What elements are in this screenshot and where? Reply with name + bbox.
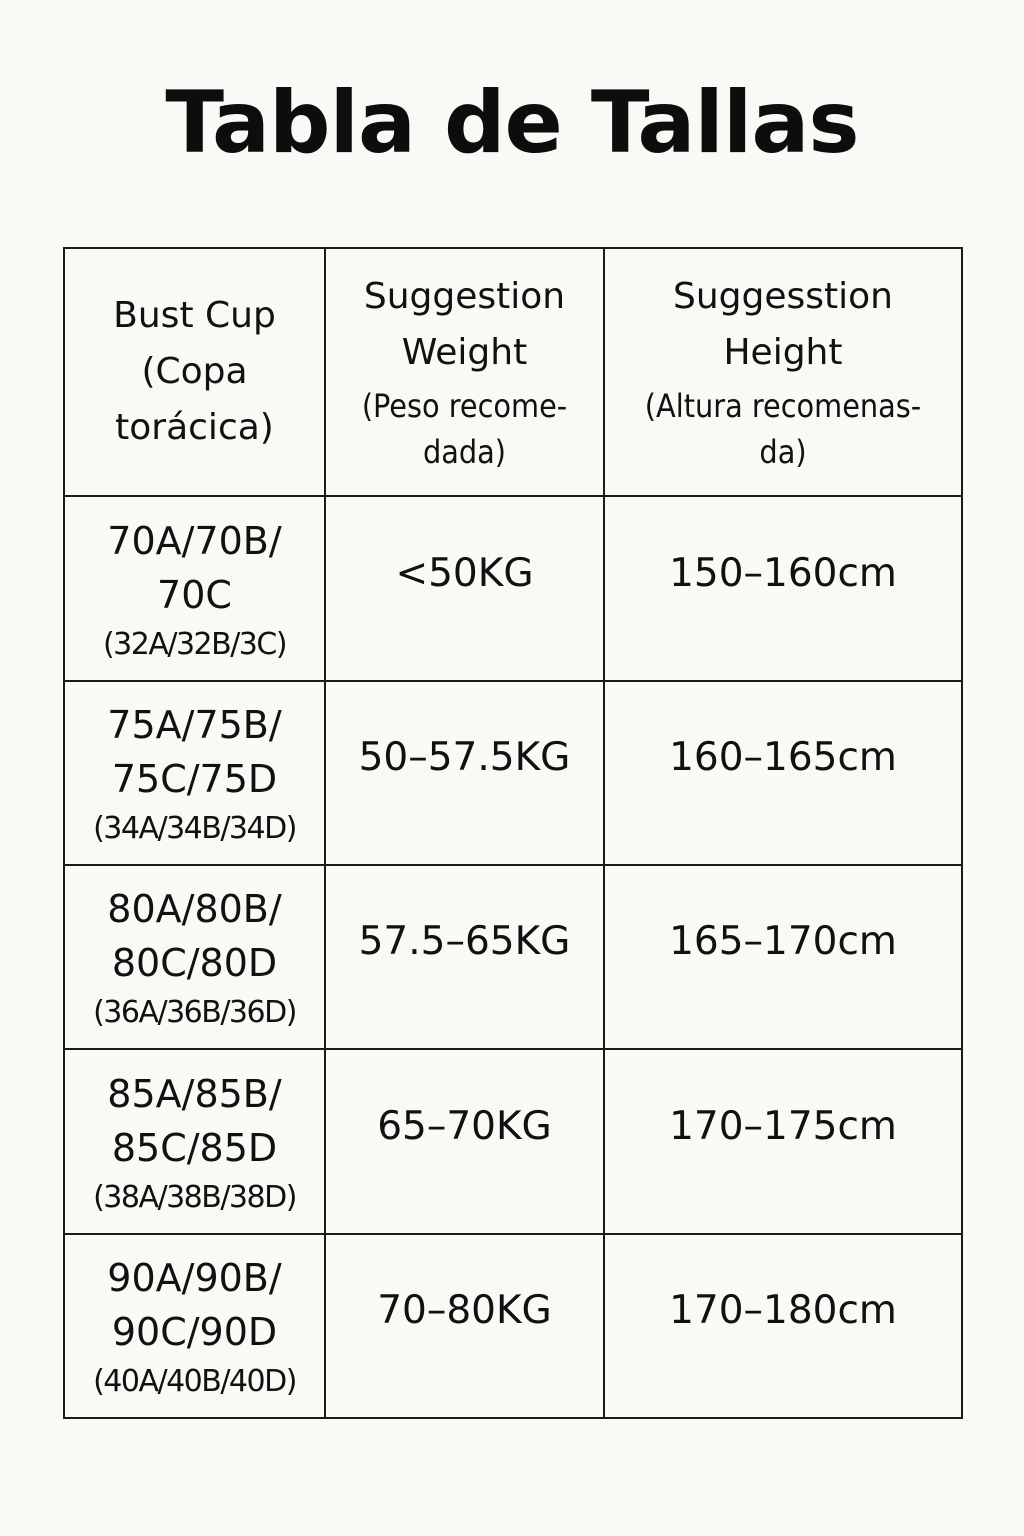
size-chart-table (63, 247, 963, 1419)
weight-cell (325, 681, 604, 865)
table-row (64, 865, 962, 1049)
weight-value: <50KG (395, 550, 534, 596)
bust-cup-alt: (40A/40B/40D) (93, 1363, 296, 1399)
page-title: Tabla de Tallas (165, 73, 859, 173)
weight-value: 50–57.5KG (358, 734, 571, 780)
bust-cup-value: 90A/90B/ 90C/90D (107, 1255, 282, 1354)
table-row (64, 681, 962, 865)
height-value: 165–170cm (669, 919, 897, 965)
height-cell (604, 865, 962, 1049)
bust-cup-alt: (34A/34B/34D) (93, 810, 296, 846)
bust-cup-value: 70A/70B/ 70C (107, 518, 282, 617)
weight-cell (325, 1234, 604, 1418)
height-value: 170–175cm (669, 1103, 897, 1149)
bust-cup-value: 85A/85B/ 85C/85D (107, 1071, 282, 1170)
bust-cup-alt: (32A/32B/3C) (102, 626, 287, 662)
height-value: 150–160cm (669, 550, 897, 596)
weight-value: 57.5–65KG (358, 919, 571, 965)
weight-cell (325, 496, 604, 680)
header-height-label: Suggesstion Height (673, 276, 893, 374)
bust-cup-cell (64, 1049, 325, 1233)
header-bust-cup-label: Bust Cup (Copa torácica) (113, 295, 276, 449)
weight-value: 65–70KG (377, 1103, 552, 1149)
weight-cell (325, 865, 604, 1049)
table-row (64, 1234, 962, 1418)
bust-cup-value: 75A/75B/ 75C/75D (107, 702, 282, 801)
height-cell (604, 496, 962, 680)
bust-cup-alt: (36A/36B/36D) (93, 995, 296, 1031)
table-row (64, 496, 962, 680)
header-height (604, 248, 962, 496)
bust-cup-cell (64, 681, 325, 865)
table-header-row (64, 248, 962, 496)
bust-cup-cell (64, 865, 325, 1049)
table-row (64, 1049, 962, 1233)
header-height-sublabel: (Altura recomenas- da) (644, 387, 922, 472)
bust-cup-value: 80A/80B/ 80C/80D (107, 887, 282, 986)
header-weight (325, 248, 604, 496)
height-cell (604, 1234, 962, 1418)
header-bust-cup (64, 248, 325, 496)
bust-cup-cell (64, 496, 325, 680)
height-cell (604, 681, 962, 865)
height-value: 170–180cm (669, 1287, 897, 1333)
height-cell (604, 1049, 962, 1233)
bust-cup-alt: (38A/38B/38D) (93, 1179, 296, 1215)
height-value: 160–165cm (669, 734, 897, 780)
weight-value: 70–80KG (377, 1287, 552, 1333)
header-weight-label: Suggestion Weight (363, 276, 566, 374)
bust-cup-cell (64, 1234, 325, 1418)
header-weight-sublabel: (Peso recome- dada) (361, 387, 568, 472)
weight-cell (325, 1049, 604, 1233)
